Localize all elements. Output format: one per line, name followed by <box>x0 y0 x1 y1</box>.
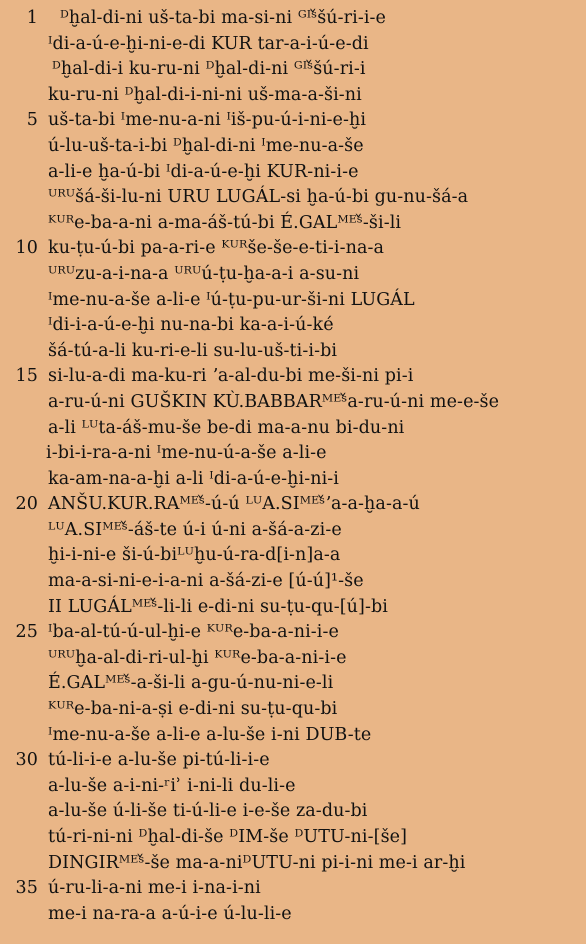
line-text: ᴰḫal-di-i ku-ru-ni ᴰḫal-di-ni ᴳᴵˢ̌šú-ri-i <box>52 59 366 80</box>
line-text: a-li ᴸᵁta-áš-mu-še be-di ma-a-nu bi-du-ni <box>48 417 405 438</box>
text-line <box>0 492 586 518</box>
line-text: DINGIRᴹᴱˢ̌-še ma-a-niᴰUTU-ni pi-i-ni me-i ar-ḫi <box>48 852 466 873</box>
line-text: ᴵdi-i-a-ú-e-ḫi nu-na-bi ka-a-i-ú-ké <box>48 315 334 336</box>
text-line <box>0 876 586 902</box>
text-line <box>0 390 586 416</box>
line-text: ANŠU.KUR.RAᴹᴱˢ̌-ú-ú ᴸᵁA.SIᴹᴱˢ̌ʼa-a-ḫa-a-ú <box>48 494 420 515</box>
text-line <box>0 83 586 109</box>
line-text: ᴵme-nu-a-še a-li-e ᴵú-ṭu-pu-ur-ši-ni LUGÁL <box>48 289 415 310</box>
line-number: 5 <box>26 110 38 131</box>
line-text: ma-a-si-ni-e-i-a-ni a-šá-zi-e [ú-ú]¹-še <box>48 571 364 592</box>
text-line <box>0 416 586 442</box>
text-line <box>0 108 586 134</box>
text-line <box>0 902 586 928</box>
line-text: ka-am-na-a-ḫi a-li ᴵdi-a-ú-e-ḫi-ni-i <box>48 468 340 489</box>
line-text: i-bi-i-ra-a-ni ᴵme-nu-ú-a-še a-li-e <box>46 443 327 464</box>
line-text: ᵁᴿᵁzu-a-i-na-a ᵁᴿᵁú-ṭu-ḫa-a-i a-su-ni <box>48 263 360 284</box>
text-line <box>0 620 586 646</box>
line-number: 30 <box>15 750 38 771</box>
line-text: ú-lu-uš-ta-i-bi ᴰḫal-di-ni ᴵme-nu-a-še <box>48 135 364 156</box>
text-line <box>0 32 586 58</box>
line-text: ᴷᵁᴿe-ba-a-ni a-ma-áš-tú-bi É.GALᴹᴱˢ̌-ši-li <box>48 212 402 233</box>
line-text: a-lu-še ú-li-še ti-ú-li-e i-e-še za-du-bi <box>48 801 368 822</box>
text-line <box>0 6 586 32</box>
line-text: ḫi-i-ni-e ši-ú-biᴸᵁḫu-ú-ra-d[i-n]a-a <box>48 545 341 566</box>
line-text: ᴷᵁᴿe-ba-ni-a-ṣi e-di-ni su-ṭu-qu-bi <box>48 699 338 720</box>
line-text: tú-li-i-e a-lu-še pi-tú-li-i-e <box>48 750 270 771</box>
line-text: ᴵme-nu-a-še a-li-e a-lu-še i-ni DUB-te <box>48 724 372 745</box>
text-line <box>0 748 586 774</box>
line-number: 10 <box>15 238 38 259</box>
text-line <box>0 774 586 800</box>
text-line <box>0 134 586 160</box>
line-text: ᴵdi-a-ú-e-ḫi-ni-e-di KUR tar-a-i-ú-e-di <box>48 33 369 54</box>
line-text: a-ru-ú-ni GUŠKIN KÙ.BABBARᴹᴱˢ̌a-ru-ú-ni me-e-še <box>48 391 500 412</box>
line-text: ᵁᴿᵁḫa-al-di-ri-ul-ḫi ᴷᵁᴿe-ba-a-ni-i-e <box>48 647 347 668</box>
line-text: tú-ri-ni-ni ᴰḫal-di-še ᴰIM-še ᴰUTU-ni-[še] <box>48 827 408 847</box>
text-line <box>0 211 586 237</box>
line-text: ᴸᵁA.SIᴹᴱˢ̌-áš-te ú-i ú-ni a-šá-a-zi-e <box>48 519 342 540</box>
line-text: me-i na-ra-a a-ú-i-e ú-lu-li-e <box>48 903 292 924</box>
line-number: 25 <box>15 622 38 643</box>
line-text: ku-ṭu-ú-bi pa-a-ri-e ᴷᵁᴿše-še-e-ti-i-na-a <box>48 238 385 259</box>
line-number: 20 <box>15 494 38 515</box>
text-line <box>0 697 586 723</box>
text-line <box>0 313 586 339</box>
text-line <box>0 851 586 877</box>
text-line <box>0 185 586 211</box>
line-text: šá-tú-a-li ku-ri-e-li su-lu-uš-ti-i-bi <box>48 340 338 361</box>
text-line <box>0 288 586 314</box>
line-text: ᴰḫal-di-ni uš-ta-bi ma-si-ni ᴳᴵˢ̌šú-ri-i-e <box>60 8 387 28</box>
line-text: II LUGÁLᴹᴱˢ̌-li-li e-di-ni su-ṭu-qu-[ú]-bi <box>48 596 388 617</box>
line-text: ú-ru-li-a-ni me-i i-na-i-ni <box>48 878 261 899</box>
text-line <box>0 339 586 365</box>
text-line <box>0 441 586 467</box>
text-line <box>0 262 586 288</box>
text-line <box>0 543 586 569</box>
line-text: ᴵba-al-tú-ú-ul-ḫi-e ᴷᵁᴿe-ba-a-ni-i-e <box>48 622 339 643</box>
text-line <box>0 723 586 749</box>
text-line <box>0 236 586 262</box>
line-text: uš-ta-bi ᴵme-nu-a-ni ᴵiš-pu-ú-i-ni-e-ḫi <box>48 110 367 131</box>
line-text: a-li-e ḫa-ú-bi ᴵdi-a-ú-e-ḫi KUR-ni-i-e <box>48 161 359 182</box>
text-line <box>0 57 586 83</box>
line-text: si-lu-a-di ma-ku-ri ʼa-al-du-bi me-ši-ni pi-i <box>48 366 414 387</box>
text-line <box>0 569 586 595</box>
line-number: 15 <box>15 366 38 387</box>
line-text: ᵁᴿᵁšá-ši-lu-ni URU LUGÁL-si ḫa-ú-bi gu-nu-šá-a <box>48 187 469 208</box>
line-number: 35 <box>15 878 38 899</box>
text-line <box>0 160 586 186</box>
text-line <box>0 518 586 544</box>
text-line <box>0 595 586 621</box>
line-text: ku-ru-ni ᴰḫal-di-i-ni-ni uš-ma-a-ši-ni <box>48 84 362 105</box>
line-text: a-lu-še a-i-ni-ʳiʾ i-ni-li du-li-e <box>48 775 296 796</box>
line-text: É.GALᴹᴱˢ̌-a-ši-li a-gu-ú-nu-ni-e-li <box>48 673 334 694</box>
text-line <box>0 364 586 390</box>
line-number: 1 <box>26 8 38 28</box>
text-line <box>0 825 586 851</box>
text-line <box>0 646 586 672</box>
text-line <box>0 467 586 493</box>
text-line <box>0 671 586 697</box>
text-line <box>0 799 586 825</box>
